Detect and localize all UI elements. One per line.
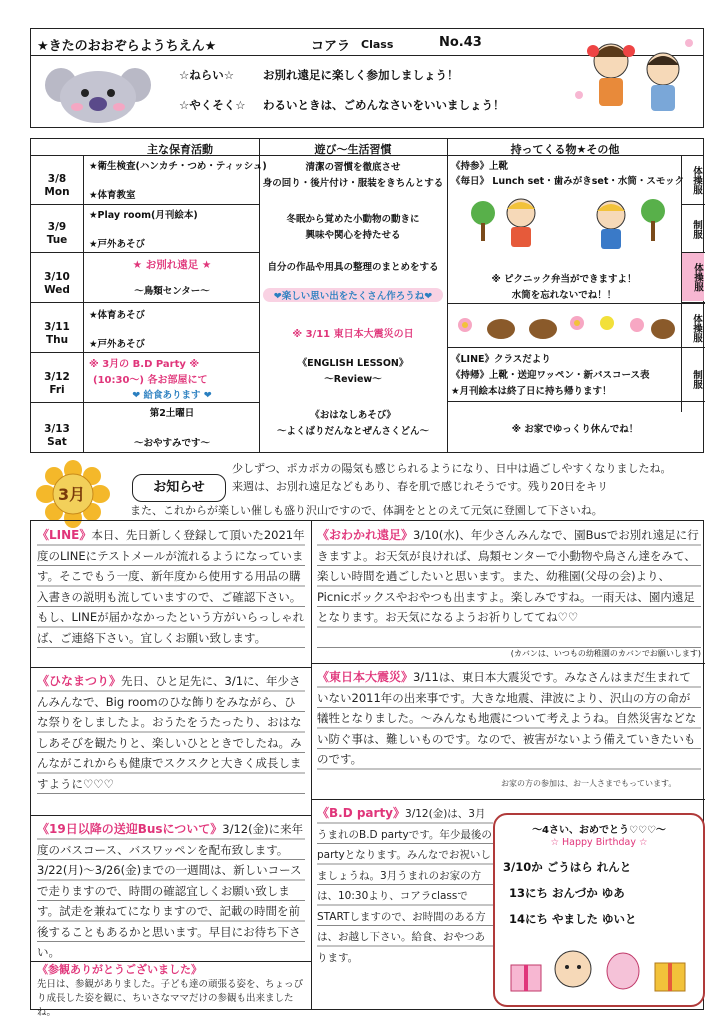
- farewell-section: [317, 525, 701, 649]
- hina-body: 先日、ひと足先に、3/1に、年少さんみんなで、Big roomのひな飾りをみながら、ひな祭りをしましたよ。おうたをうたったり、おはなしあそびを観たりと、楽しいひとときでしたね。みんながこれからも健康でスクスクと大きく成長しますように♡♡♡: [37, 674, 302, 791]
- picnic-illustration: [461, 191, 671, 261]
- row-divider: [31, 302, 259, 303]
- row-divider: [31, 252, 259, 253]
- quake-section: [317, 667, 701, 771]
- farewell-title: 《おわかれ遠足》: [317, 528, 414, 542]
- bd-title: 《B.D party》: [317, 806, 406, 820]
- bring-line: 《持帰》上靴・送迎ワッペン・新バスコース表: [451, 370, 650, 381]
- uniform-tag: 制服: [691, 219, 702, 239]
- farewell-note: (カバンは、いつもの幼稚園のカバンでお願いします): [510, 649, 701, 658]
- row-divider: [447, 347, 705, 348]
- play-line: 自分の作品や用具の整理のまとめをする: [267, 262, 439, 273]
- col-header-bring: 持ってくる物★その他: [510, 143, 620, 156]
- quake-title: 《東日本大震災》: [317, 670, 414, 684]
- row-divider: [31, 352, 259, 353]
- activity-line: ★体育教室: [89, 190, 136, 201]
- line-section: [37, 525, 305, 665]
- party-illustration: [505, 939, 693, 997]
- bus-title: 《19日以降の送迎Busについて》: [37, 822, 223, 836]
- activity-line: ※ 3月の B.D Party ※: [89, 359, 200, 370]
- row-divider: [311, 663, 705, 664]
- quake-note: お家の方の参加は、お一人さまでもっています。: [501, 779, 677, 788]
- activity-line: ★衛生検査(ハンカチ・つめ・ティッシュ): [89, 161, 267, 172]
- bus-section: [37, 819, 305, 959]
- day-date: 3/13 Sat: [44, 423, 70, 448]
- thanks-section: [37, 963, 307, 1018]
- row-divider: [31, 204, 259, 205]
- row-divider: [681, 204, 705, 205]
- activity-line: ★Play room(月刊絵本): [89, 210, 198, 221]
- play-line: 興味や関心を持たせる: [305, 230, 401, 241]
- row-divider: [31, 961, 311, 962]
- row-divider: [311, 799, 705, 800]
- class-label: Class: [361, 38, 394, 51]
- uniform-tag: 制服: [691, 369, 702, 389]
- bring-line: ※ お家でゆっくり休んでね！: [511, 424, 639, 435]
- intro-line: 来週は、お別れ遠足などもあり、春を肌で感じれそうです。残り20日をキリ: [232, 480, 609, 493]
- row-divider: [447, 303, 705, 304]
- bd-section: [317, 803, 493, 963]
- aim-label: ☆ねらい☆: [179, 68, 235, 82]
- play-line: ❤楽しい思い出をたくさん作ろうね❤: [263, 288, 443, 302]
- koala-icon: [43, 61, 153, 123]
- bring-line: 《持参》上靴: [451, 161, 509, 172]
- row-divider: [31, 815, 311, 816]
- activity-line: 第2土曜日: [149, 408, 195, 419]
- aim-text: お別れ遠足に楽しく参加しましょう！: [263, 68, 459, 82]
- bus-body: 3/12(金)に来年度のバスコース、バスワッペンを配布致します。3/22(月)～3/26(金)までの一週間は、新しいコースで走りますので、時間の確認宜しくお願い致します。試走を兼ねてになりますので、記載の時間を前後することもあるかと思います。早目にお待ち下さい。: [37, 822, 304, 959]
- play-line: 冬眠から覚めた小動物の動きに: [286, 214, 420, 225]
- play-line: 身の回り・後片付け・服装をきちんとする: [262, 178, 444, 189]
- day-date: 3/11 Thu: [44, 321, 70, 346]
- thanks-title: 《参観ありがとうございました》: [37, 963, 202, 976]
- bring-line: ※ ピクニック弁当ができますよ！: [491, 274, 637, 285]
- activity-line: (10:30～) 各お部屋にて: [93, 375, 208, 386]
- birthday-kid: 13にち おんづか ゆあ: [509, 886, 625, 900]
- row-divider: [31, 402, 259, 403]
- row-divider: [31, 667, 311, 668]
- activity-line: ❤ 給食あります ❤: [132, 390, 212, 401]
- promise-text: わるいときは、ごめんなさいをいいましょう！: [263, 98, 505, 112]
- day-date: 3/10 Wed: [44, 271, 70, 296]
- play-line: ～よくばりだんなとぜんさくどん～: [276, 426, 429, 437]
- notice-intro: [232, 460, 704, 496]
- col-divider: [83, 155, 84, 452]
- promise-label: ☆やくそく☆: [179, 98, 246, 112]
- animals-illustration: [451, 307, 677, 343]
- header-row-line: [31, 155, 703, 156]
- birthday-kid: 14にち やました ゆいと: [509, 912, 637, 926]
- notice-title: お知らせ: [132, 474, 226, 502]
- uniform-tag: 体操服: [691, 313, 702, 343]
- activity-line: ★戸外あそび: [89, 239, 146, 250]
- uniform-tag: 体操服: [682, 253, 704, 301]
- line-body: 本日、先日新しく登録して頂いた2021年度のLINEにテストメールが流れるようになっています。そこでもう一度、新年度から使用する用品の購入書きの説明も流していますので、ご確認下さい。もし、LINEが届かなかったという方がいらっしゃれば、ご連絡下さい。宜しくお願い致します。: [37, 528, 305, 645]
- day-date: 3/9 Tue: [46, 221, 68, 246]
- bring-line: 《LINE》クラスだより: [451, 354, 551, 365]
- col-header-play: 遊び～生活習慣: [314, 143, 392, 156]
- play-line: ～Review～: [324, 374, 382, 385]
- activity-line: ～鳥類センター～: [134, 286, 210, 297]
- row-divider: [447, 401, 705, 402]
- uniform-tag: 体操服: [691, 165, 702, 195]
- card-subtitle: ☆ Happy Birthday ☆: [550, 837, 648, 848]
- col-header-activities: 主な保育活動: [147, 143, 213, 156]
- activity-line: ★戸外あそび: [89, 339, 146, 350]
- play-line: 《ENGLISH LESSON》: [297, 358, 409, 369]
- intro-line: 少しずつ、ポカポカの陽気も感じられるようになり、日中は過ごしやすくなりましたね。: [232, 462, 672, 475]
- hina-title: 《ひなまつり》: [37, 674, 122, 688]
- activity-line: ～おやすみです～: [133, 438, 210, 449]
- thanks-body: 先日は、参観がありました。子ども達の頑張る姿を、ちょっぴり成長した姿を観に、ちいさなママだけの参観も出来ましたね。: [37, 979, 304, 1018]
- row-divider: [681, 302, 705, 303]
- header-box: [30, 28, 704, 128]
- kids-illustration: [571, 35, 701, 123]
- bring-line: 水筒を忘れないでね！！: [511, 290, 617, 301]
- day-date: 3/12 Fri: [44, 371, 70, 396]
- activity-line: ★ お別れ遠足 ★: [132, 259, 212, 271]
- birthday-kid: 3/10か ごうはら れんと: [503, 860, 632, 874]
- day-date: 3/8 Mon: [44, 173, 70, 198]
- card-title: ～4さい、おめでとう♡♡♡～: [532, 825, 666, 836]
- quake-body: 3/11は、東日本大震災です。みなさんはまだ生まれていない2011年の出来事です。大きな地震、津波により、沢山の方の命が犠牲となりました。～みんなも地震について考えようね。自然災害などない防ぐ事は、難しいものです。なので、被害がないよう備えていきたいものです。: [317, 670, 697, 766]
- class-name: コアラ: [311, 39, 351, 54]
- notes-grid: [30, 520, 704, 1018]
- line-title: 《LINE》: [37, 528, 92, 542]
- col-divider: [311, 521, 312, 1009]
- play-line: 清潔の習慣を徹底させ: [305, 162, 401, 173]
- farewell-body: 3/10(水)、年少さんみんなで、園Busでお別れ遠足に行きますよ。お天気が良ければ、鳥類センターで小動物や鳥さん達をみて、楽しい時間を過ごしたいと思います。また、幼稚園(父母の会)より、Picnicボックスやおやつも出ますよ。楽しみですね。一雨天は、園内遠足となります。お天気になるようお祈りしててね♡♡: [317, 528, 699, 624]
- play-line: 《おはなしあそび》: [310, 410, 396, 421]
- activity-line: ★体育あそび: [89, 310, 146, 321]
- bring-line: ★月刊絵本は終了日に持ち帰ります！: [451, 386, 612, 397]
- schedule-table: [30, 138, 704, 453]
- bd-body: 3/12(金)は、3月うまれのB.D partyです。年少最後のpartyとなります。みんなでお祝いしましょうね。3月うまれのお家の方は、10:30より、コアラclassでSTARTしますので、お時間のある方は、お越し下さい。給食、おやつあります。: [317, 808, 492, 964]
- month-label: 3月: [58, 485, 86, 504]
- notice-intro-line: また、これからが楽しい催しも盛り沢山ですので、体調をととのえて元気に登園して下さいね。: [130, 504, 603, 517]
- play-line: ※ 3/11 東日本大震災の日: [292, 329, 414, 340]
- birthday-card: [493, 813, 705, 1007]
- hina-section: [37, 671, 305, 811]
- issue-number: No.43: [439, 35, 482, 50]
- school-name: ★きたのおおぞらようちえん★: [37, 39, 217, 54]
- bring-line: 《毎日》 Lunch set・歯みがきset・水筒・スモック: [451, 176, 685, 187]
